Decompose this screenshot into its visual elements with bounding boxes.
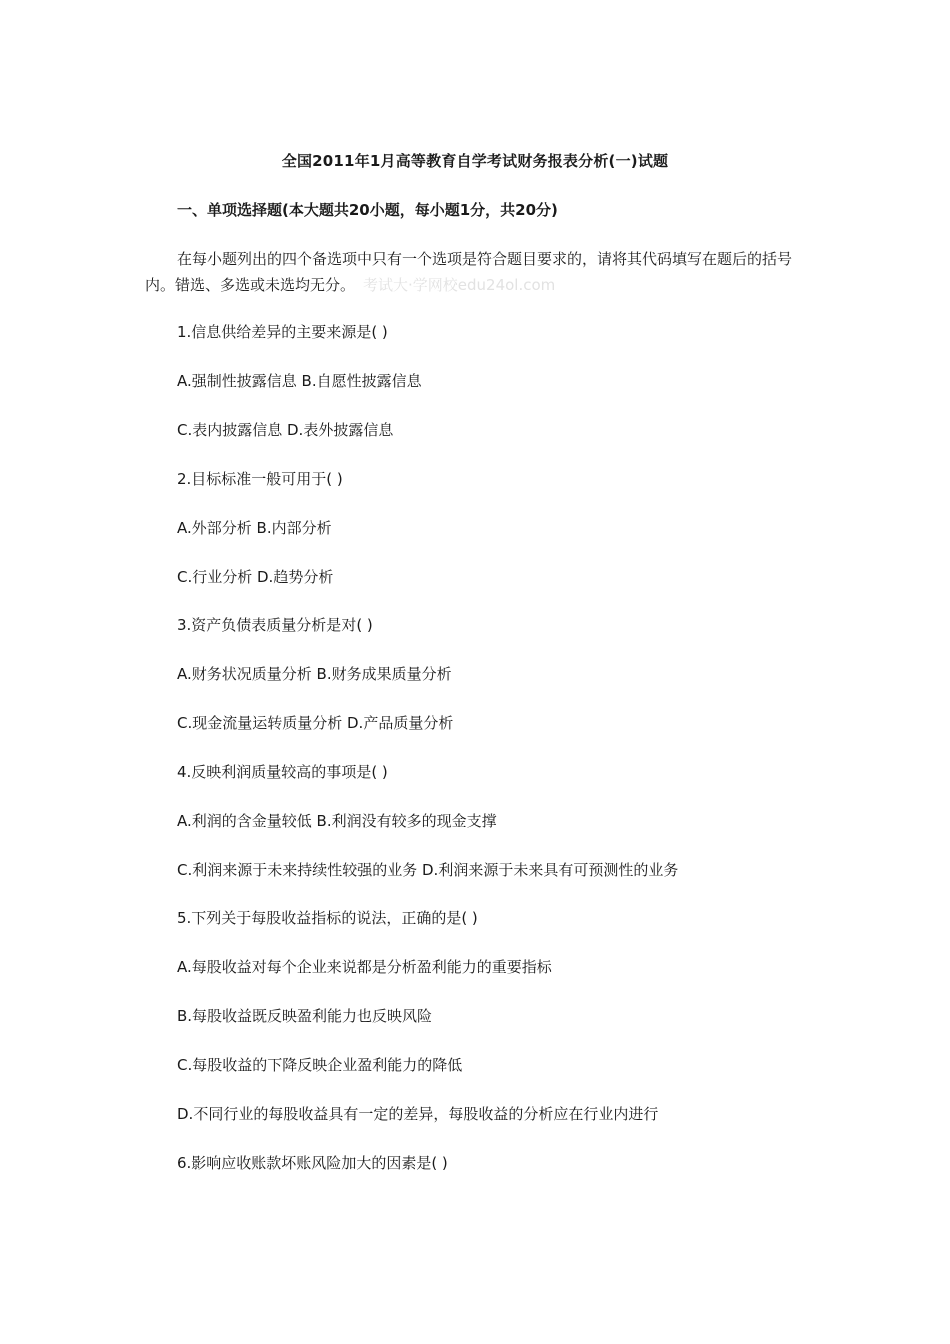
option-line: C.每股收益的下降反映企业盈利能力的降低: [177, 1056, 463, 1074]
option-line: B.每股收益既反映盈利能力也反映风险: [177, 1007, 433, 1025]
option-line: A.强制性披露信息 B.自愿性披露信息: [177, 372, 422, 390]
document-title: 全国2011年1月高等教育自学考试财务报表分析(一)试题: [281, 152, 669, 170]
question-line: 5.下列关于每股收益指标的说法，正确的是( ): [177, 909, 478, 927]
option-line: A.财务状况质量分析 B.财务成果质量分析: [177, 665, 452, 683]
section-heading: 一、单项选择题(本大题共20小题，每小题1分，共20分): [177, 201, 558, 219]
question-line: 1.信息供给差异的主要来源是( ): [177, 323, 388, 341]
option-line: A.外部分析 B.内部分析: [177, 519, 332, 537]
option-line: C.利润来源于未来持续性较强的业务 D.利润来源于未来具有可预测性的业务: [177, 861, 679, 879]
option-line: D.不同行业的每股收益具有一定的差异，每股收益的分析应在行业内进行: [177, 1105, 659, 1123]
question-line: 3.资产负债表质量分析是对( ): [177, 616, 373, 634]
instructions-paragraph: [145, 246, 805, 298]
question-line: 6.影响应收账款坏账风险加大的因素是( ): [177, 1154, 448, 1172]
watermark-text: 考试大·学网校edu24ol.com: [363, 276, 556, 294]
option-line: A.利润的含金量较低 B.利润没有较多的现金支撑: [177, 812, 497, 830]
question-line: 2.目标标准一般可用于( ): [177, 470, 343, 488]
option-line: C.行业分析 D.趋势分析: [177, 568, 334, 586]
instructions-text: 在每小题列出的四个备选项中只有一个选项是符合题目要求的，请将其代码填写在题后的括号内。错选、多选或未选均无分。: [145, 250, 793, 294]
question-line: 4.反映利润质量较高的事项是( ): [177, 763, 388, 781]
option-line: A.每股收益对每个企业来说都是分析盈利能力的重要指标: [177, 958, 552, 976]
option-line: C.现金流量运转质量分析 D.产品质量分析: [177, 714, 454, 732]
option-line: C.表内披露信息 D.表外披露信息: [177, 421, 394, 439]
